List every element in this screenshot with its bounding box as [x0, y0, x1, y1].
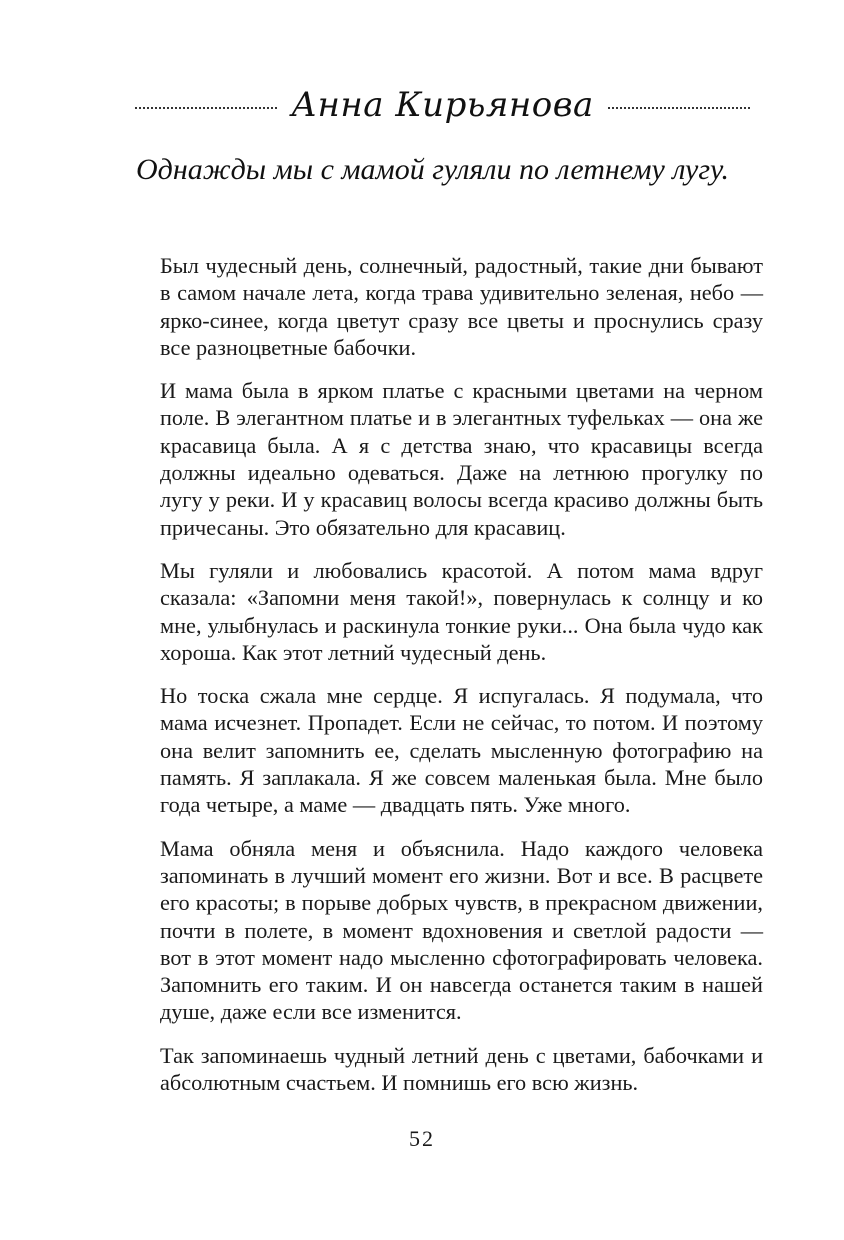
page-number: 52 [409, 1126, 435, 1151]
paragraph: Так запоминаешь чудный летний день с цветами, бабочками и абсолютным счастьем. И помнишь его всю жизнь. [160, 1042, 763, 1096]
chapter-title: Однажды мы с мамой гуляли по летнему лугу. [136, 153, 729, 186]
header-dotted-rule-left [135, 107, 277, 109]
paragraph: И мама была в ярком платье с красными цветами на черном поле. В элегантном платье и в элегантных туфельках — она же красавица была. А я с детства знаю, что красавицы всегда должны идеально одеваться. Даже на летнюю прогулку по лугу у реки. И у красавиц волосы всегда красиво должны быть причесаны. Это обязательно для красавиц. [160, 378, 763, 540]
running-header [135, 80, 750, 130]
paragraph: Но тоска сжала мне сердце. Я испугалась. Я подумала, что мама исчезнет. Пропадет. Если не сейчас, то потом. И поэтому она велит запомнить ее, сделать мысленную фотографию на память. Я заплакала. Я же совсем маленькая была. Мне было года четыре, а маме — двадцать пять. Уже много. [160, 683, 763, 818]
body-text [160, 252, 763, 1112]
author-name: Анна Кирьянова [291, 85, 594, 125]
paragraph: Мама обняла меня и объяснила. Надо каждого человека запоминать в лучший момент его жизни. Вот и все. В расцвете его красоты; в порыве добрых чувств, в прекрасном движении, почти в полете, в момент вдохновения и светлой радости — вот в этот момент надо мысленно сфотографировать человека. Запомнить его таким. И он навсегда останется таким в нашей душе, даже если все изменится. [160, 835, 763, 1025]
paragraph: Был чудесный день, солнечный, радостный, такие дни бывают в самом начале лета, когда трава удивительно зеленая, небо — ярко-синее, когда цветут сразу все цветы и проснулись сразу все разноцветные бабочки. [160, 253, 763, 360]
paragraph: Мы гуляли и любовались красотой. А потом мама вдруг сказала: «Запомни меня такой!», повернулась к солнцу и ко мне, улыбнулась и раскинула тонкие руки... Она была чудо как хороша. Как этот летний чудесный день. [160, 557, 763, 665]
header-dotted-rule-right [608, 107, 750, 109]
